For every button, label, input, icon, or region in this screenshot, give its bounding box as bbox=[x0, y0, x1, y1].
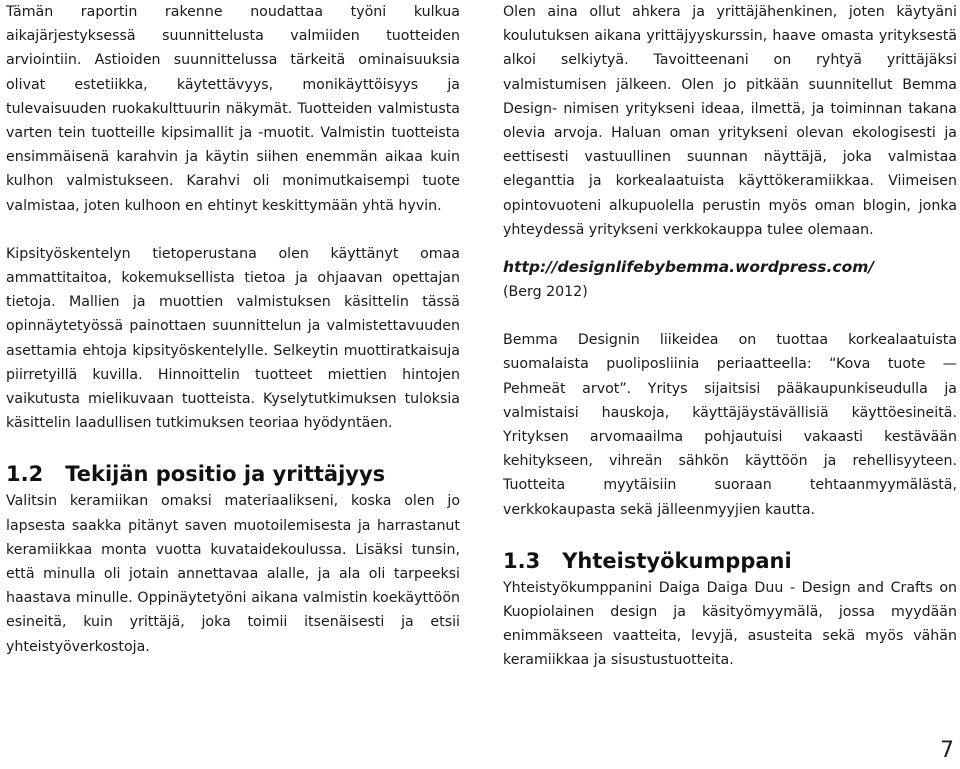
blog-url-link[interactable]: http://designlifebybemma.wordpress.com/ bbox=[503, 258, 875, 277]
left-column bbox=[6, 0, 460, 659]
paragraph-business-idea: Bemma Designin liikeidea on tuottaa korkealaatuista suomalaista puoliposliinia periaatteella: “Kova tuote — Pehmeät arvot”. Yritys sijaitsisi pääkaupunkiseudulla ja valmistaisi hauskoja, käyttäjäystävällisiä käyttöesineitä. Yrityksen arvomaailma pohjautuisi vakaasti kestävään kehitykseen, vihreän sähkön käyttöön ja rehellisyyteen. Tuotteita myytäisiin suoraan tehtaanmyymälästä, verkkokaupasta sekä jälleenmyyjien kautta. bbox=[503, 332, 957, 518]
page-number: 7 bbox=[940, 738, 954, 763]
section-number: 1.2 bbox=[6, 462, 44, 487]
paragraph-report-structure: Tämän raportin rakenne noudattaa työni kulkua aikajärjestyksessä suunnittelusta valmiiden tuotteiden arviointiin. Astioiden suunnittelussa tärkeitä ominaisuuksia olivat estetiikka, käytettävyys, monikäyttöisyys ja tulevaisuuden ruokakulttuurin näkymät. Tuotteiden valmistusta varten tein tuotteille kipsimallit ja -muotit. Valmistin tuotteista ensimmäisenä karahvin ja käytin siihen enemmän aikaa kuin kulhon valmistukseen. Karahvi oli monimutkaisempi tuote valmistaa, joten kulhoon en ehtinyt keskittymään yhtä hyvin. bbox=[6, 4, 460, 214]
paragraph-partner: Yhteistyökumppanini Daiga Daiga Duu - Design and Crafts on Kuopiolainen design ja käsityömyymälä, jossa myydään enimmäkseen vaatteita, levyjä, asusteita sekä myös vähän keramiikkaa ja sisustustuotteita. bbox=[503, 579, 957, 669]
paragraph-ceramics-choice: Valitsin keramiikan omaksi materiaalikseni, koska olen jo lapsesta saakka pitänyt saven muotoilemisesta ja harrastanut keramiikkaa monta vuotta kuvataidekoulussa. Lisäksi tunsin, että minulla oli jotain annettavaa alalle, ja ala oli tarpeeksi haastava minulle. Oppinäytetyöni aikana valmistin koekäyttöön esineitä, kuin yrittäjä, joka toimii itsenäisesti ja etsii yhteistyöverkostoja. bbox=[6, 493, 460, 655]
section-number: 1.3 bbox=[503, 548, 541, 573]
paragraph-entrepreneurship: Olen aina ollut ahkera ja yrittäjähenkinen, joten käytyäni koulutuksen aikana yrittäjyyskurssin, haave omasta yrityksestä alkoi selkiytyä. Tavoitteenani on ryhtyä yrittäjäksi valmistumisen jälkeen. Olen jo pitkään suunnitellut Bemma Design- nimisen yritykseni ideaa, ilmettä, ja toiminnan takana olevia arvoja. Haluan oman yritykseni olevan ekologisesti ja eettisesti vastuullinen suunnan näyttäjä, joka valmistaa eleganttia ja korkealaatuista käyttökeramiikkaa. Viimeisen opintovuoteni alkupuolella perustin myös oman blogin, jonka yhteydessä yritykseni verkkokauppa tulee olemaan. bbox=[503, 4, 957, 238]
section-heading-1-3 bbox=[503, 546, 957, 576]
section-heading-1-2 bbox=[6, 459, 460, 489]
right-column bbox=[503, 0, 957, 673]
section-title: Tekijän positio ja yrittäjyys bbox=[65, 462, 386, 487]
paragraph-plaster-work: Kipsityöskentelyn tietoperustana olen käyttänyt omaa ammattitaitoa, kokemuksellista tietoa ja ohjaavan opettajan tietoja. Mallien ja muottien valmistuksen käsittelin tässä opinnäytetyössä painottaen suunnittelun ja valmistettavuuden asettamia ehtoja kipsityöskentelylle. Selkeytin muottiratkaisuja piirretyillä kuvilla. Hinnoittelin tuotteet miettien hintojen vaikutusta mielikuvaan tuotteista. Kyselytutkimuksen tuloksia käsittelin laadullisen tutkimuksen teoriaa hyödyntäen. bbox=[6, 245, 460, 432]
citation: (Berg 2012) bbox=[503, 284, 588, 301]
section-title: Yhteistyökumppani bbox=[562, 548, 792, 573]
